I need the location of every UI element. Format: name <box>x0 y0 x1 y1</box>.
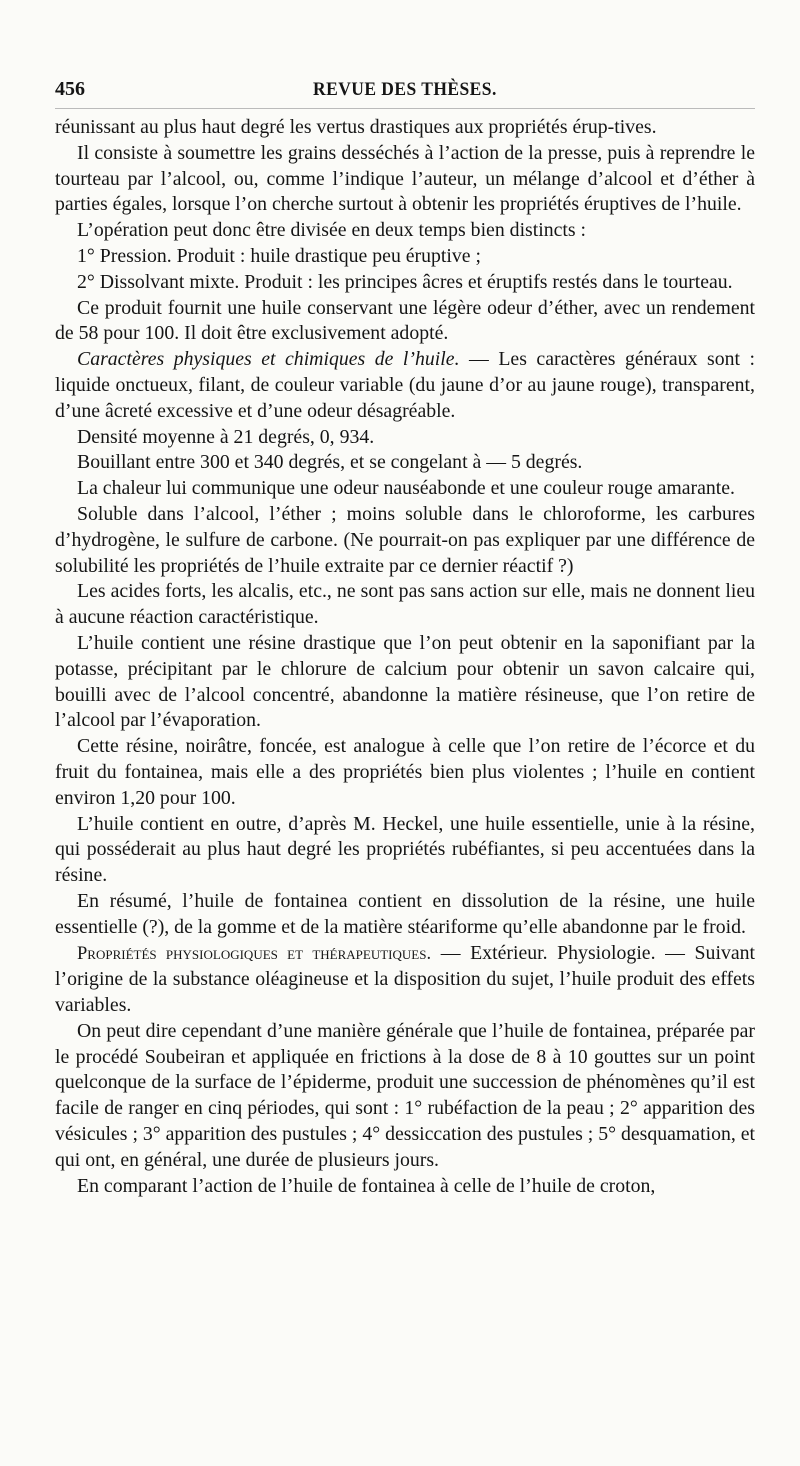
paragraph: En comparant l’action de l’huile de fontainea à celle de l’huile de croton, <box>77 1174 656 1197</box>
paragraph: Soluble dans l’alcool, l’éther ; moins soluble dans le chloroforme, les carbures d’hydrogène, le sulfure de carbone. (Ne pourrait-on pas expliquer par une différence de solubilité les propriétés de l’huile extraite par ce dernier réactif ?) <box>55 502 755 577</box>
paragraph: En résumé, l’huile de fontainea contient en dissolution de la résine, une huile essentielle (?), de la gomme et de la matière stéariforme qu’elle abandonne par le froid. <box>55 889 755 938</box>
paragraph: Densité moyenne à 21 degrés, 0, 934. <box>77 425 375 448</box>
paragraph: Bouillant entre 300 et 340 degrés, et se congelant à — 5 degrés. <box>77 451 583 474</box>
paragraph: La chaleur lui communique une odeur nauséabonde et une couleur rouge amarante. <box>77 477 736 500</box>
paragraph: L’huile contient en outre, d’après M. Heckel, une huile essentielle, unie à la résine, qui posséderait au plus haut degré les propriétés rubéfiantes, si peu accentuées dans la résine. <box>55 812 755 887</box>
paragraph: L’huile contient une résine drastique que l’on peut obtenir en la saponifiant par la potasse, précipitant par le chlorure de calcium pour obtenir un savon calcaire qui, bouilli avec de l’alcool concentré, abandonne la matière résineuse, que l’on retire de l’alcool par l’évaporation. <box>55 631 755 732</box>
running-title: REVUE DES THÈSES. <box>313 79 497 100</box>
section-heading: Caractères physiques et chimiques de l’huile. <box>77 348 460 371</box>
body-text <box>55 115 755 1199</box>
paragraph: Les acides forts, les alcalis, etc., ne sont pas sans action sur elle, mais ne donnent lieu à aucune réaction caractéristique. <box>55 580 755 629</box>
page-number: 456 <box>55 78 85 100</box>
paragraph: 1° Pression. Produit : huile drastique peu éruptive ; <box>77 244 482 267</box>
paragraph: Ce produit fournit une huile conservant une légère odeur d’éther, avec un rendement de 58 pour 100. Il doit être exclusivement adopté. <box>55 296 755 345</box>
paragraph: Caractères physiques et chimiques de l’huile. — Les caractères généraux sont : liquide onctueux, filant, de couleur variable (du jaune d’or au jaune rouge), transparent, d’une âcreté excessive et d’une odeur désagréable. <box>55 348 755 422</box>
paragraph: L’opération peut donc être divisée en deux temps bien distincts : <box>77 219 587 242</box>
paragraph: 2° Dissolvant mixte. Produit : les principes âcres et éruptifs restés dans le tourteau. <box>77 270 733 293</box>
paragraph: Cette résine, noirâtre, foncée, est analogue à celle que l’on retire de l’écorce et du fruit du fontainea, mais elle a des propriétés bien plus violentes ; l’huile en contient environ 1,20 pour 100. <box>55 735 755 809</box>
paragraph: On peut dire cependant d’une manière générale que l’huile de fontainea, préparée par le procédé Soubeiran et appliquée en frictions à la dose de 8 à 10 gouttes sur un point quelconque de la surface de l’épiderme, produit une succession de phénomènes qu’il est facile de ranger en cinq périodes, qui sont : 1° rubéfaction de la peau ; 2° apparition des vésicules ; 3° apparition des pustules ; 4° dessiccation des pustules ; 5° desquamation, et qui ont, en général, une durée de plusieurs jours. <box>55 1019 756 1171</box>
section-heading: Propriétés physiologiques et thérapeutiques. <box>77 943 432 964</box>
paragraph: réunissant au plus haut degré les vertus drastiques aux propriétés érup-tives. <box>55 116 657 138</box>
paragraph: Il consiste à soumettre les grains desséchés à l’action de la presse, puis à reprendre le tourteau par l’alcool, ou, comme l’indique l’auteur, un mélange d’alcool et d’éther à parties égales, lorsque l’on cherche surtout à obtenir les propriétés éruptives de l’huile. <box>55 141 755 216</box>
paragraph: Propriétés physiologiques et thérapeutiques. — Extérieur. Physiologie. — Suivant l’origine de la substance oléagineuse et la disposition du sujet, l’huile produit des effets variables. <box>55 941 755 1017</box>
running-header <box>55 72 755 109</box>
